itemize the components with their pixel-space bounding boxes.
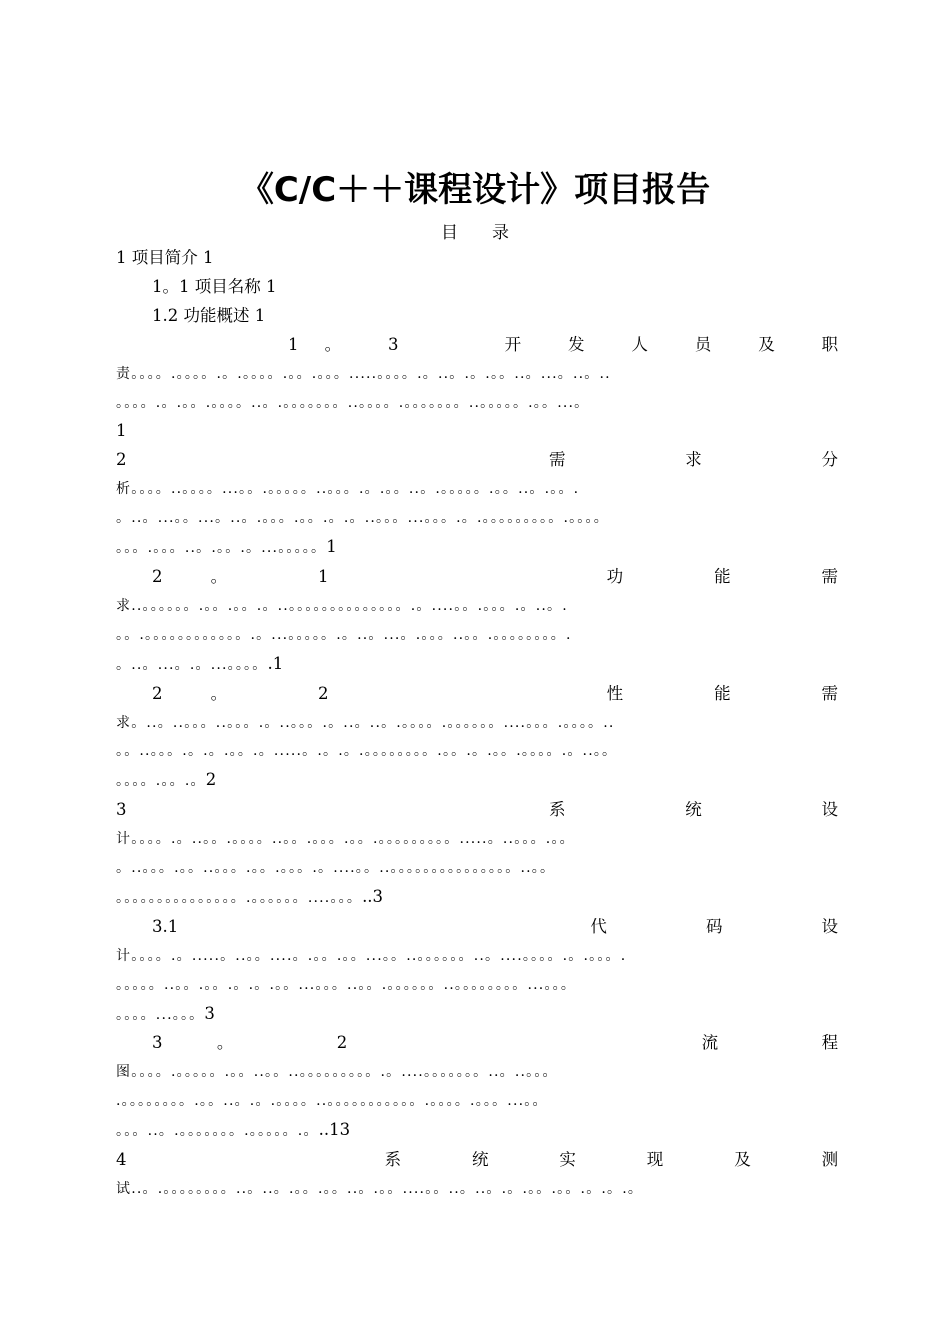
toc-entry-2-2-head: 2 。 2 性 能 需 (152, 683, 838, 703)
toc-entry-2-head: 2 需 求 分 (116, 450, 838, 470)
toc-leader: 。..。...。.。...。。。。.1 (116, 653, 284, 673)
toc-leader: 。。。。。..。。.。。.。.。.。。...。。。..。。.。。。。。。..。。。。。。。。...。。。 (116, 976, 577, 993)
toc-leader: 责。。。。.。。。。.。.。。。。.。。.。。。.....。。。。.。..。.。.。。..。...。..。.. (116, 365, 611, 382)
toc-page-number: 2 (205, 770, 217, 790)
toc-entry-1-1[interactable]: 1。1 项目名称 1 (152, 276, 277, 296)
toc-leader: 计。。。。.。.....。..。。....。.。。.。。...。。..。。。。。。..。....。。。。.。.。。。. (116, 947, 627, 964)
table-of-contents (116, 244, 838, 1204)
toc-leader: 计。。。。.。..。。.。。。。..。。.。。。.。。.。。。。。。。。。.....。..。。。.。。 (116, 831, 575, 848)
toc-entry-4[interactable] (116, 1146, 838, 1204)
toc-leader: 。..。。。.。。..。。。.。。.。。。.。....。。..。。。。。。。。。。。。。。。..。。 (116, 860, 556, 877)
toc-entry-3-1[interactable] (116, 913, 838, 1030)
toc-page-number: ..3 (362, 886, 384, 906)
toc-leader: 析。。。。..。。。。...。。.。。。。。..。。。.。.。。..。.。。。。。.。。..。.。。. (116, 481, 580, 498)
toc-entry-1-2[interactable]: 1.2 功能概述 1 (152, 305, 266, 325)
toc-leader: 。。。。.。。.。2 (116, 770, 217, 790)
toc-leader: 。。。。。。。。。。。。。。。.。。。。。。....。。。..3 (116, 886, 384, 906)
toc-entry-2-1-head: 2 。 1 功 能 需 (152, 566, 838, 586)
toc-page-number: 3 (204, 1003, 215, 1023)
toc-leader: .。。。。。。。。.。。..。.。.。。。。..。。。。。。。。。。。.。。。。.。。。...。。 (116, 1093, 548, 1110)
toc-entry-1-3-head: 1 。 3 开 发 人 员 及 职 (288, 334, 838, 354)
toc-entry-2-2[interactable] (116, 680, 838, 797)
toc-entry-2-1[interactable] (116, 563, 838, 680)
toc-entry-1-3[interactable] (116, 331, 838, 447)
toc-entry-3[interactable] (116, 796, 838, 913)
document-title: 《C/C＋＋课程设计》项目报告 (239, 170, 711, 210)
toc-entry-3-2[interactable] (116, 1029, 838, 1146)
toc-leader: 试..。.。。。。。。。。..。..。.。。.。。..。.。。....。。..。..。.。.。。.。。.。.。.。 (116, 1181, 644, 1197)
toc-leader: 。。。..。.。。。。。。。.。。。。。.。..13 (116, 1120, 351, 1140)
toc-page-number: ..13 (318, 1120, 351, 1140)
toc-page-number: .1 (267, 653, 284, 673)
toc-page-number: 1 (116, 421, 127, 441)
toc-leader: 求..。。。。。。.。。.。。.。..。。。。。。。。。。。。。。.。....。。.。。。.。..。. (116, 597, 568, 614)
toc-leader: 求。..。..。。。..。。。.。..。。。.。..。..。.。。。。.。。。。。。....。。。.。。。。.. (116, 714, 615, 731)
toc-entry-3-1-head: 3.1 代 码 设 (152, 916, 838, 936)
toc-leader: 。..。...。。...。..。.。。。.。。.。.。..。。。...。。。.。.。。。。。。。。。.。。。。 (116, 510, 609, 527)
toc-entry-3-2-head: 3 。 2 流 程 (152, 1033, 838, 1053)
toc-page-number: 1 (326, 537, 337, 557)
toc-leader: 。。。.。。。..。.。。.。...。。。。。1 (116, 537, 337, 557)
toc-entry-2[interactable] (116, 446, 838, 563)
toc-leader: 。。..。。。.。.。.。。.。.....。.。.。.。。。。。。。。.。。.。.。。.。。。。.。..。。 (116, 743, 618, 760)
toc-heading: 目 录 (441, 223, 509, 243)
toc-leader: 。。。。.。.。。.。。。。..。.。。。。。。。..。。。。.。。。。。。。..。。。。。.。。...。 (116, 394, 590, 411)
toc-leader: 。。。。...。。。3 (116, 1003, 215, 1023)
toc-leader: 。。.。。。。。。。。。。。。.。...。。。。。.。..。...。.。。。..。。.。。。。。。。。. (116, 626, 572, 643)
toc-leader: 图。。。。.。。。。。.。。..。。..。。。。。。。。。.。....。。。。。。。..。..。。。 (116, 1064, 558, 1081)
toc-entry-3-head: 3 系 统 设 (116, 800, 838, 820)
toc-entry-4-head: 4 系 统 实 现 及 测 (116, 1150, 838, 1170)
toc-entry-1[interactable]: 1 项目简介 1 (116, 248, 214, 267)
